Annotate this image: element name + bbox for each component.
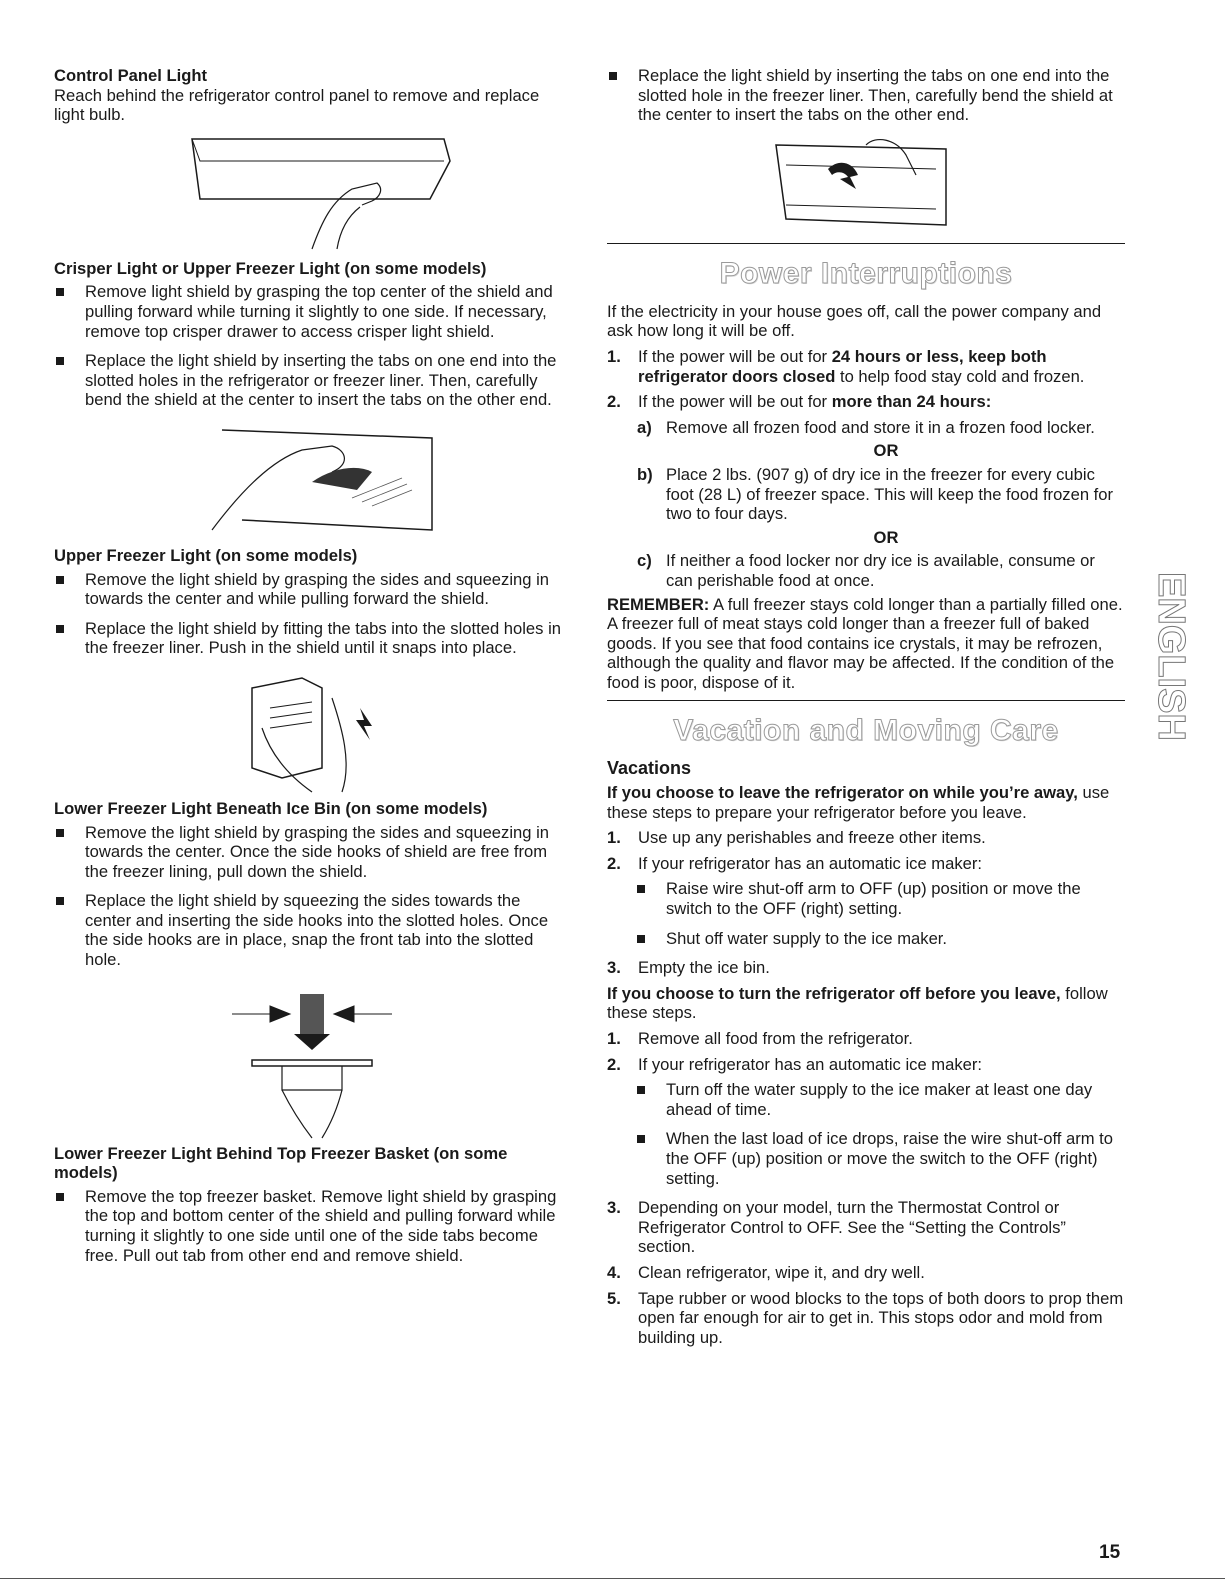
vacation-on-step-2: [607, 854, 1125, 874]
vacation-off-sub-bullet-1: Turn off the water supply to the ice maker at least one day ahead of time.: [607, 1080, 1125, 1119]
upper-freezer-bullet-2: Replace the light shield by fitting the tabs into the slotted holes in the freezer liner. Push in the shield until it snaps into place.: [54, 619, 570, 658]
step-number: 1.: [607, 828, 621, 848]
vacation-off-sub-bullet-2: When the last load of ice drops, raise the wire shut-off arm to the OFF (up) position or move the switch to the OFF (right) setting.: [607, 1129, 1125, 1188]
right-column: [607, 66, 1125, 1353]
page-bottom-rule: [0, 1578, 1225, 1579]
vacations-subheading: Vacations: [607, 758, 692, 779]
vacation-off-step-4: [607, 1263, 1125, 1283]
step-text: Empty the ice bin.: [638, 958, 770, 978]
vacation-off-step-1: [607, 1029, 1125, 1049]
control-panel-illustration: [162, 131, 462, 251]
vacation-section-rule: [607, 700, 1125, 701]
turn-off-text: follow these steps.: [607, 983, 1108, 1023]
english-side-tab: [1150, 572, 1192, 792]
remember-note: [607, 595, 1125, 693]
step-text: If the power will be out for: [638, 392, 832, 412]
power-step-1: [607, 347, 1125, 386]
lower-ice-bin-heading: Lower Freezer Light Beneath Ice Bin (on some models): [54, 798, 488, 818]
step-number: 3.: [607, 958, 621, 978]
substep-text: Place 2 lbs. (907 g) of dry ice in the freezer for every cubic foot (28 L) of freezer space. This will keep the food frozen for two to four days.: [666, 464, 1114, 524]
step-text: Use up any perishables and freeze other items.: [638, 828, 986, 848]
substep-text: If neither a food locker nor dry ice is available, consume or can perishable food at once.: [666, 551, 1095, 590]
step-number: 3.: [607, 1198, 621, 1218]
power-substep-b: [607, 465, 1125, 524]
leave-on-bold: If you choose to leave the refrigerator on while you’re away,: [607, 783, 1078, 803]
lower-ice-bin-illustration: [222, 980, 402, 1140]
substep-text: Remove all frozen food and store it in a frozen food locker.: [666, 417, 1095, 437]
left-column: [54, 66, 570, 1275]
power-section-rule: [607, 243, 1125, 244]
control-panel-heading: Control Panel Light: [54, 66, 208, 85]
step-text: If your refrigerator has an automatic ice maker:: [638, 853, 983, 873]
step-number: 2.: [607, 392, 621, 412]
english-tab-label: ENGLISH: [1150, 572, 1192, 741]
step-text: Depending on your model, turn the Thermostat Control or Refrigerator Control to OFF. See the “Setting the Controls” section.: [638, 1198, 1066, 1257]
lower-basket-heading: Lower Freezer Light Behind Top Freezer Basket (on some models): [54, 1143, 508, 1183]
power-substep-a: [607, 418, 1125, 438]
control-panel-text: Reach behind the refrigerator control panel to remove and replace light bulb.: [54, 85, 540, 125]
vacation-off-step-5: [607, 1289, 1125, 1348]
leave-on-intro: [607, 783, 1125, 822]
step-text: If your refrigerator has an automatic ice maker:: [638, 1054, 983, 1074]
or-separator: OR: [873, 527, 899, 547]
crisper-shield-illustration: [182, 420, 442, 540]
step-number: 2.: [607, 853, 621, 873]
step-text: Remove all food from the refrigerator.: [638, 1029, 913, 1048]
upper-freezer-illustration: [232, 668, 392, 793]
step-emphasis: 24 hours or less, keep both refrigerator doors closed: [638, 346, 1047, 386]
vacation-off-step-3: [607, 1198, 1125, 1257]
step-text: Tape rubber or wood blocks to the tops of both doors to prop them open far enough for air to get in. This stops odor and mold from building up.: [638, 1288, 1124, 1347]
freezer-shield-illustration: [766, 135, 966, 235]
crisper-heading: Crisper Light or Upper Freezer Light (on some models): [54, 258, 487, 278]
substep-label: a): [637, 417, 652, 437]
remember-text: A full freezer stays cold longer than a partially filled one. A freezer full of meat stays cold longer than a freezer full of baked goods. If you see that food contains ice crystals, it may be refrozen, although the quality and flavor may be affected. If the condition of the food is poor, dispose of it.: [607, 594, 1123, 692]
step-text: to help food stay cold and frozen.: [835, 366, 1085, 386]
power-step-2: [607, 392, 1125, 412]
step-number: 5.: [607, 1288, 621, 1308]
step-number: 2.: [607, 1054, 621, 1074]
lower-ice-bin-bullet-1: Remove the light shield by grasping the sides and squeezing in towards the center. Once the side hooks of shield are free from the freezer lining, pull down the shield.: [54, 823, 570, 882]
replace-shield-bullet: Replace the light shield by inserting the tabs on one end into the slotted hole in the freezer liner. Then, carefully bend the shield at the center to insert the tabs on the other end.: [607, 66, 1125, 125]
page-number: 15: [1099, 1542, 1121, 1563]
step-text: If the power will be out for: [638, 346, 832, 366]
turn-off-bold: If you choose to turn the refrigerator off before you leave,: [607, 983, 1061, 1003]
crisper-bullet-1: Remove light shield by grasping the top center of the shield and pulling forward while turning it slightly to one side. If necessary, remove top crisper drawer to access crisper light shield.: [54, 282, 570, 341]
vacation-moving-title: Vacation and Moving Care: [673, 714, 1059, 748]
step-number: 4.: [607, 1262, 621, 1282]
step-number: 1.: [607, 346, 621, 366]
upper-freezer-heading: Upper Freezer Light (on some models): [54, 545, 358, 565]
step-emphasis: more than 24 hours:: [831, 392, 992, 412]
step-number: 1.: [607, 1029, 621, 1048]
or-separator: OR: [873, 441, 899, 461]
lower-ice-bin-bullet-2: Replace the light shield by squeezing the sides towards the center and inserting the side hooks into the slotted holes. Once the side hooks are in place, snap the front tab into the slotted hole.: [54, 891, 570, 969]
vacation-on-sub-bullet-1: Raise wire shut-off arm to OFF (up) position or move the switch to the OFF (right) setting.: [607, 879, 1125, 918]
lower-basket-bullet-1: Remove the top freezer basket. Remove light shield by grasping the top and bottom center of the shield and pulling forward while turning it slightly to one side until one of the side tabs become free. Pull out tab from other end and remove shield.: [54, 1187, 570, 1265]
turn-off-intro: [607, 984, 1125, 1023]
vacation-on-sub-bullet-2: Shut off water supply to the ice maker.: [607, 929, 1125, 949]
vacation-on-step-1: [607, 828, 1125, 848]
remember-label: REMEMBER:: [607, 594, 710, 614]
vacation-off-step-2: [607, 1055, 1125, 1075]
leave-on-text: use these steps to prepare your refrigerator before you leave.: [607, 783, 1110, 822]
substep-label: c): [637, 551, 652, 571]
upper-freezer-bullet-1: Remove the light shield by grasping the sides and squeezing in towards the center and while pulling forward the shield.: [54, 570, 570, 609]
power-interruptions-title: Power Interruptions: [719, 256, 1013, 290]
substep-label: b): [637, 464, 653, 484]
crisper-bullet-2: Replace the light shield by inserting the tabs on one end into the slotted holes in the refrigerator or freezer liner. Then, carefully bend the shield at the center to insert the tabs on the other end.: [54, 351, 570, 410]
step-text: Clean refrigerator, wipe it, and dry well.: [638, 1262, 925, 1282]
power-substep-c: [607, 551, 1125, 590]
power-intro: If the electricity in your house goes off, call the power company and ask how long it will be off.: [607, 301, 1102, 341]
vacation-on-step-3: [607, 958, 1125, 978]
